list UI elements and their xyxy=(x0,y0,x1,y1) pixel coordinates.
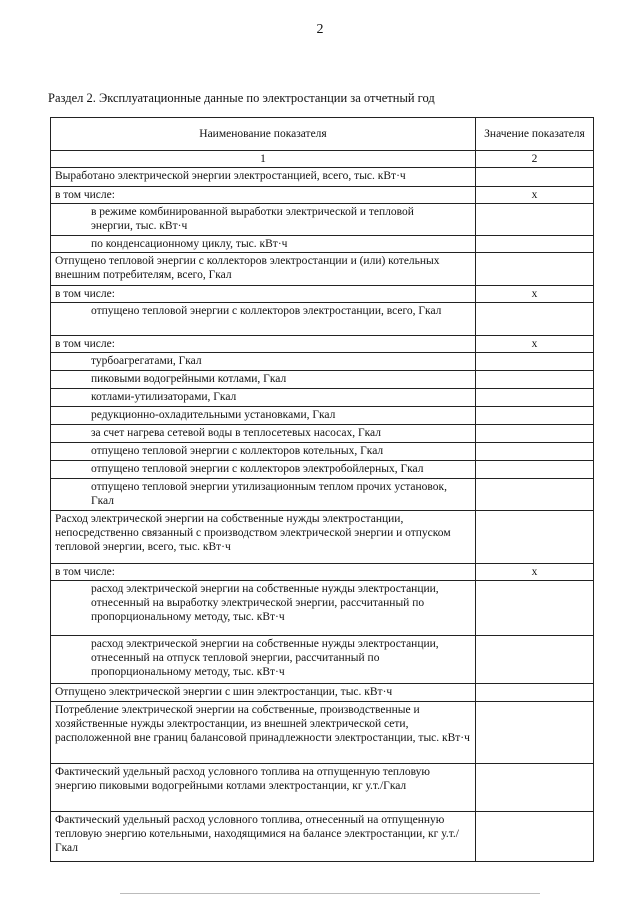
indicator-label: отпущено тепловой энергии с коллекторов котельных, Гкал xyxy=(51,443,476,461)
table-row xyxy=(51,336,594,353)
table-row xyxy=(51,812,594,862)
indicator-value xyxy=(476,303,594,336)
indicator-value xyxy=(476,353,594,371)
table-row xyxy=(51,443,594,461)
indicator-label: отпущено тепловой энергии утилизационным теплом прочих установок, Гкал xyxy=(51,479,476,511)
indicator-label: Отпущено электрической энергии с шин электростанции, тыс. кВт·ч xyxy=(51,684,476,702)
column-numbers-row xyxy=(51,151,594,168)
table-row xyxy=(51,236,594,253)
table-row xyxy=(51,303,594,336)
indicator-label: котлами-утилизаторами, Гкал xyxy=(51,389,476,407)
indicator-value xyxy=(476,684,594,702)
indicator-label: по конденсационному циклу, тыс. кВт·ч xyxy=(51,236,476,253)
table-row xyxy=(51,253,594,286)
indicator-label: расход электрической энергии на собственные нужды электростанции, отнесенный на выработку электрической энергии, рассчитанный по пропорциональному методу, тыс. кВт·ч xyxy=(51,581,476,636)
indicator-label: пиковыми водогрейными котлами, Гкал xyxy=(51,371,476,389)
indicator-value xyxy=(476,371,594,389)
indicator-label: Отпущено тепловой энергии с коллекторов электростанции и (или) котельных внешним потребителям, всего, Гкал xyxy=(51,253,476,286)
table-row xyxy=(51,764,594,812)
indicator-value xyxy=(476,702,594,764)
indicator-value: x xyxy=(476,336,594,353)
indicator-value xyxy=(476,461,594,479)
table-row xyxy=(51,353,594,371)
table-row xyxy=(51,636,594,684)
table-row xyxy=(51,511,594,564)
indicator-value xyxy=(476,407,594,425)
indicator-label: отпущено тепловой энергии с коллекторов электробойлерных, Гкал xyxy=(51,461,476,479)
table-row xyxy=(51,581,594,636)
page-number: 2 xyxy=(316,22,324,37)
indicator-label: редукционно-охладительными установками, Гкал xyxy=(51,407,476,425)
indicator-label: Расход электрической энергии на собственные нужды электростанции, непосредственно связанный с производством электрической энергии и отпуском тепловой энергии, всего, тыс. кВт·ч xyxy=(51,511,476,564)
table-row xyxy=(51,479,594,511)
indicator-label: за счет нагрева сетевой воды в теплосетевых насосах, Гкал xyxy=(51,425,476,443)
indicator-label: турбоагрегатами, Гкал xyxy=(51,353,476,371)
table-row xyxy=(51,425,594,443)
indicator-value xyxy=(476,204,594,236)
indicator-label: Фактический удельный расход условного топлива, отнесенный на отпущенную тепловую энергию котельными, находящимися на балансе электростанции, кг у.т./Гкал xyxy=(51,812,476,862)
indicator-value xyxy=(476,443,594,461)
indicator-value xyxy=(476,636,594,684)
indicator-value xyxy=(476,764,594,812)
section-title: Раздел 2. Эксплуатационные данные по электростанции за отчетный год xyxy=(48,91,435,105)
indicator-value xyxy=(476,389,594,407)
indicator-value xyxy=(476,479,594,511)
indicator-value xyxy=(476,168,594,187)
indicator-label: Выработано электрической энергии электростанцией, всего, тыс. кВт·ч xyxy=(51,168,476,187)
indicators-table xyxy=(50,117,594,862)
indicator-value xyxy=(476,581,594,636)
table-row xyxy=(51,564,594,581)
table-row xyxy=(51,187,594,204)
indicator-label: расход электрической энергии на собственные нужды электростанции, отнесенный на отпуск тепловой энергии, рассчитанный по пропорциональному методу, тыс. кВт·ч xyxy=(51,636,476,684)
indicator-label: в режиме комбинированной выработки электрической и тепловой энергии, тыс. кВт·ч xyxy=(51,204,476,236)
table-row xyxy=(51,204,594,236)
table-row xyxy=(51,461,594,479)
indicator-value xyxy=(476,425,594,443)
indicator-value: x xyxy=(476,187,594,204)
indicator-value xyxy=(476,253,594,286)
indicator-label: Потребление электрической энергии на собственные, производственные и хозяйственные нужды электростанции, из внешней электрической сети, расположенной вне границ балансовой принадлежности электростанции, тыс. кВт·ч xyxy=(51,702,476,764)
column-number-1: 1 xyxy=(51,151,476,168)
column-number-2: 2 xyxy=(476,151,594,168)
indicator-value xyxy=(476,812,594,862)
indicator-label: отпущено тепловой энергии с коллекторов электростанции, всего, Гкал xyxy=(51,303,476,336)
table-header-row xyxy=(51,118,594,151)
page-bottom-edge xyxy=(120,893,540,894)
indicator-label: в том числе: xyxy=(51,286,476,303)
table-row xyxy=(51,168,594,187)
indicator-label: Фактический удельный расход условного топлива на отпущенную тепловую энергию пиковыми водогрейными котлами электростанции, кг у.т./Гкал xyxy=(51,764,476,812)
indicator-value: x xyxy=(476,564,594,581)
table-row xyxy=(51,702,594,764)
indicator-label: в том числе: xyxy=(51,564,476,581)
header-indicator-name: Наименование показателя xyxy=(51,118,476,151)
indicator-value xyxy=(476,511,594,564)
table-row xyxy=(51,389,594,407)
indicator-label: в том числе: xyxy=(51,187,476,204)
table-row xyxy=(51,407,594,425)
table-row xyxy=(51,684,594,702)
indicator-label: в том числе: xyxy=(51,336,476,353)
table-row xyxy=(51,286,594,303)
table-row xyxy=(51,371,594,389)
indicator-value: x xyxy=(476,286,594,303)
indicator-value xyxy=(476,236,594,253)
header-indicator-value: Значение показателя xyxy=(476,118,594,151)
